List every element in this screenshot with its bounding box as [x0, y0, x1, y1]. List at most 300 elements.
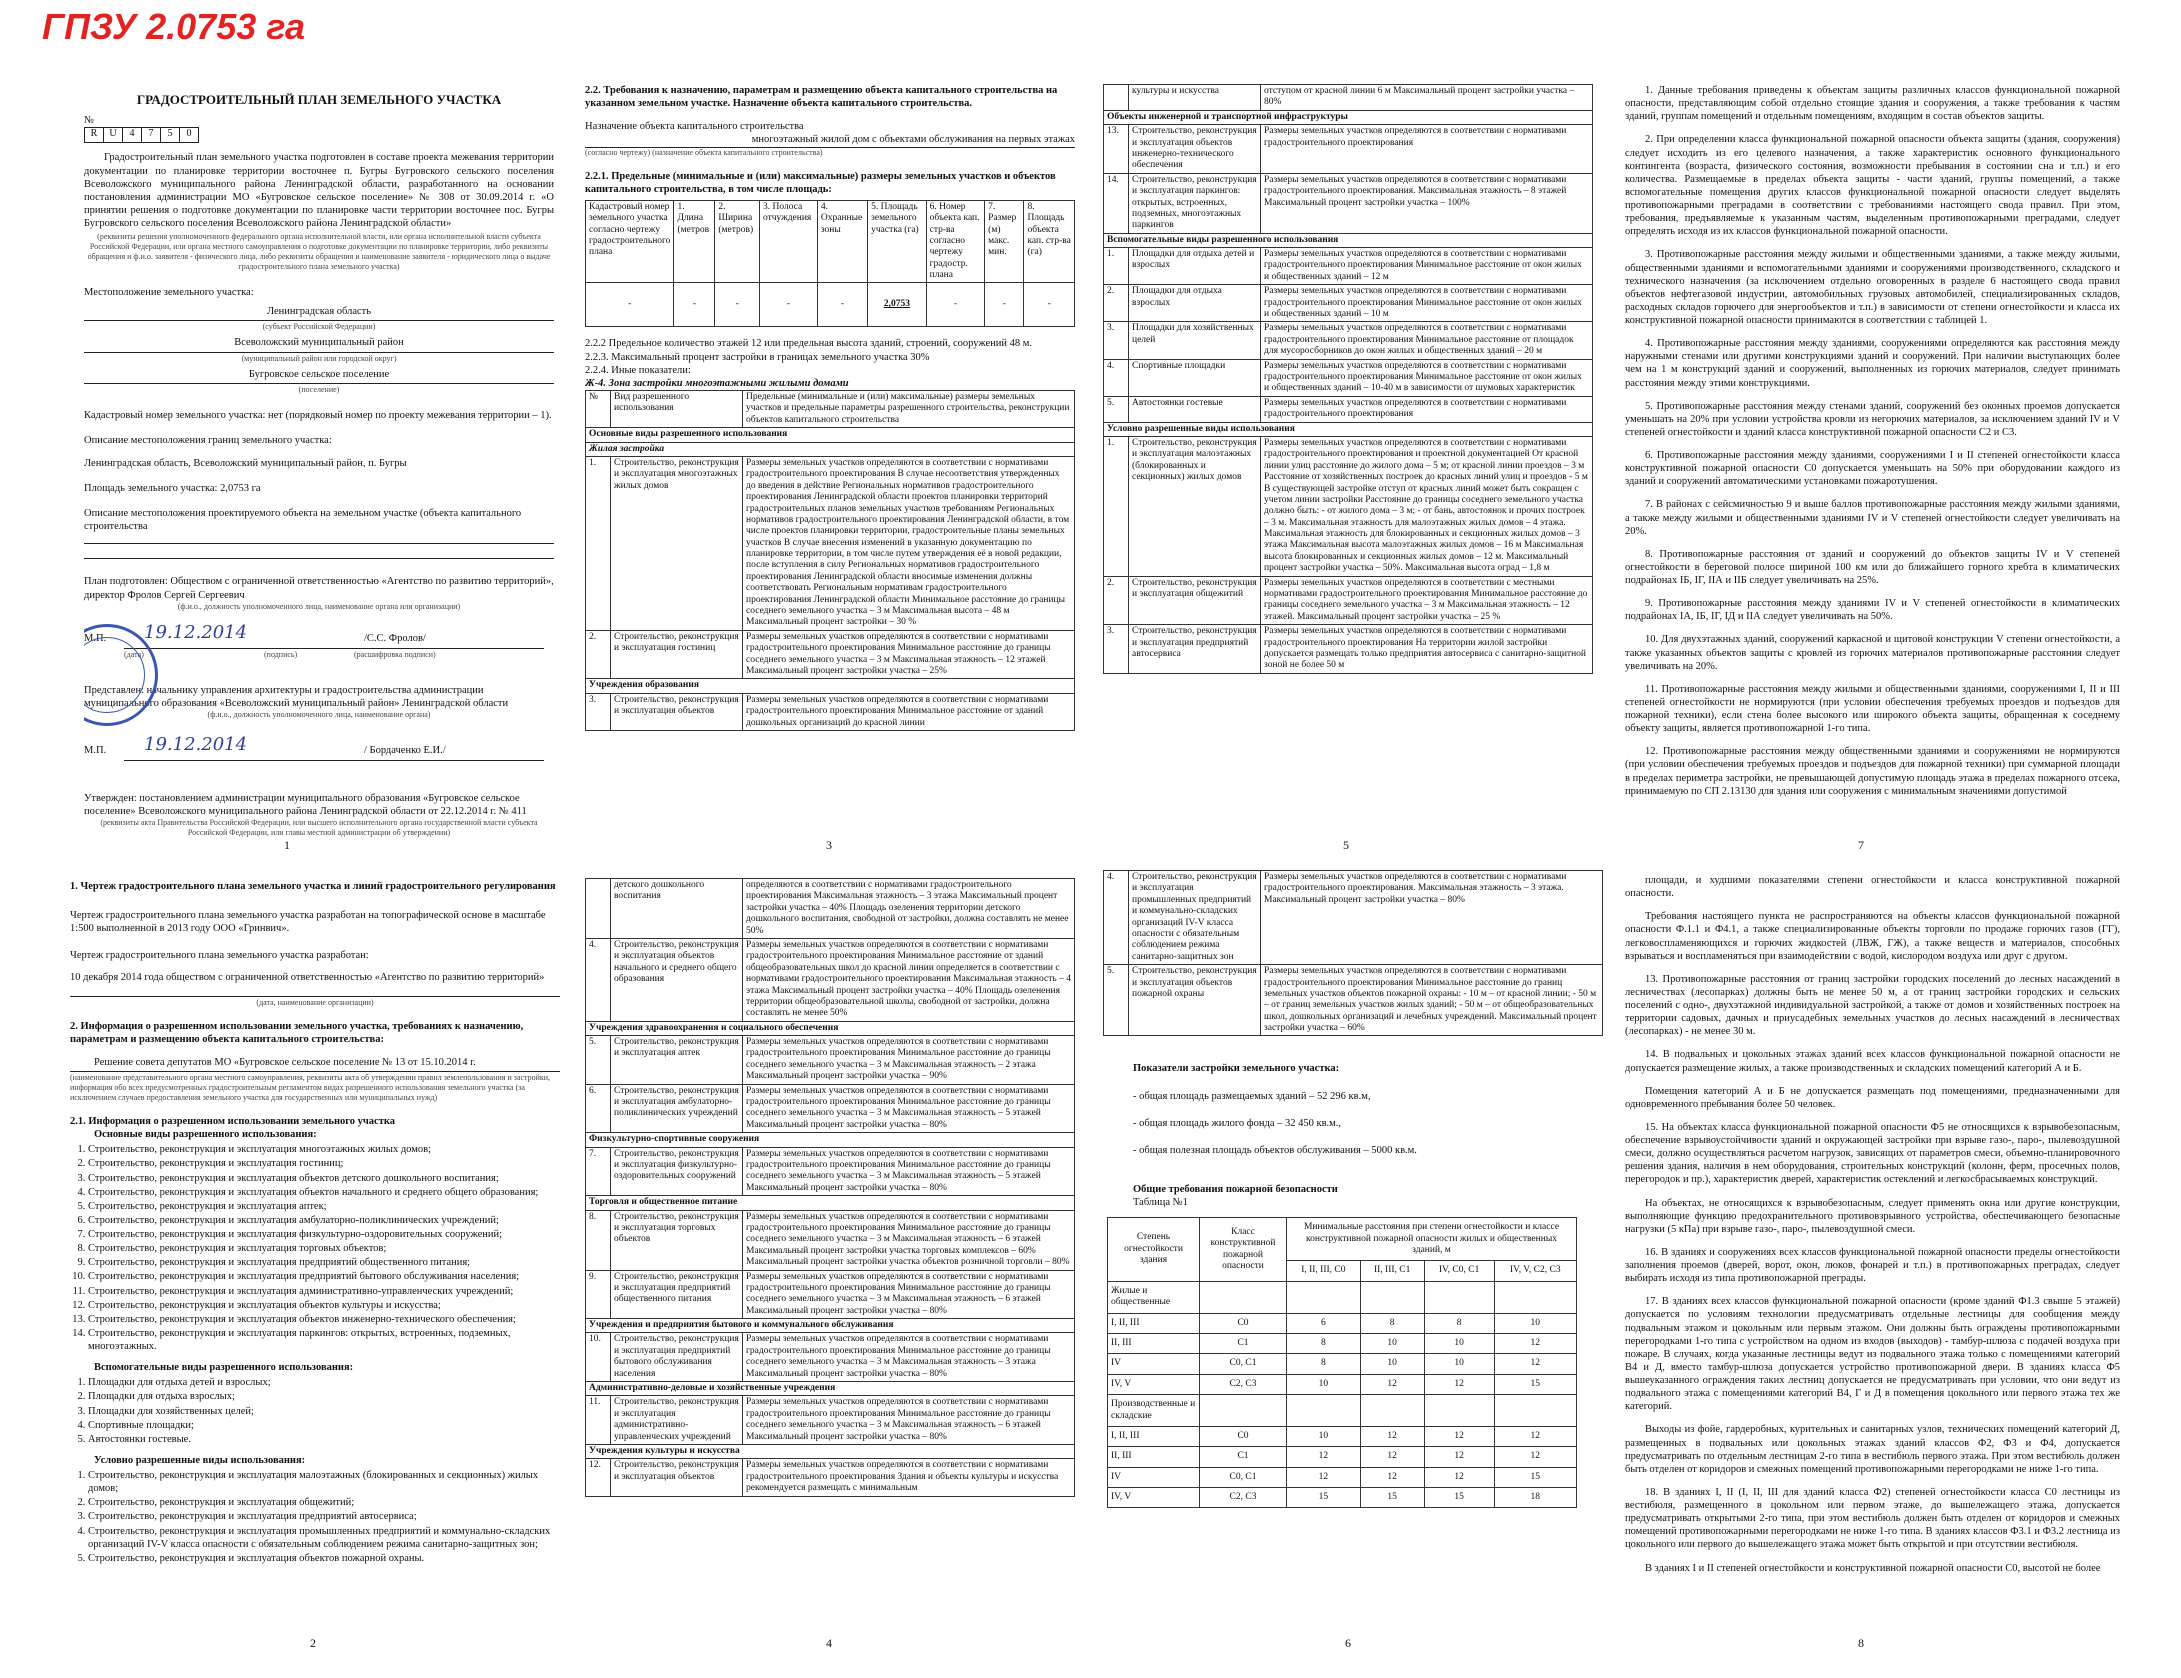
section-1-heading: 1. Чертеж градостроительного плана земельного участка и линий градостроительного регулирования: [70, 881, 556, 892]
zone-subsection-row: Торговля и общественное питание: [586, 1196, 1075, 1210]
zone-row-use: Строительство, реконструкция и эксплуатация объектов начального и среднего общего образования: [611, 938, 743, 1021]
zone-row-no: 9.: [586, 1270, 611, 1319]
paragraph: 11. Противопожарные расстояния между жилыми и общественными зданиями, сооружениями I, II и III степеней огнестойкости не нормируются (при условии обеспечения требуемых проездов и подъездов для пожарной техники), если стена более высокого или широкого объекта защиты, обращенная к соседнему объекту защиты, является противопожарной 1-го типа.: [1625, 683, 2120, 735]
fire-table-cell: 8: [1287, 1333, 1361, 1353]
fire-table-label: Таблица №1: [1133, 1197, 1188, 1209]
fire-table-cell: C2, C3: [1200, 1374, 1287, 1394]
main-uses-list: [88, 1143, 560, 1353]
dim-col-header: 1. Длина (метров: [674, 200, 715, 283]
fire-table-cell: 18: [1494, 1488, 1576, 1508]
indicator-housing-area: - общая площадь жилого фонда – 32 450 кв.м.,: [1133, 1117, 1342, 1129]
zone-col-use: Вид разрешенного использования: [611, 390, 743, 427]
zone-row-use: Строительство, реконструкция и эксплуатация малоэтажных (блокированных и секционных) жилых домов: [1129, 436, 1261, 576]
fire-table-cell: C0, C1: [1200, 1354, 1287, 1374]
zone-row-no: 3.: [586, 693, 611, 730]
paragraph: 6. Противопожарные расстояния между зданиями, сооружениями I и II степеней огнестойкости класса конструктивной пожарной опасности С0 допускается уменьшать на 50% при оборудовании каждого из зданий и сооружений автоматическими установками пожаротушения.: [1625, 450, 2120, 488]
zone-subsection-row: Административно-деловые и хозяйственные учреждения: [586, 1382, 1075, 1396]
intro-text: Градостроительный план земельного участка подготовлен в составе проекта межевания территории документации по планировке территории восточнее п. Бугры Бугровского сельского поселения Всеволожского муниципального района Ленинградской области, разработанного на основании постановления администрации МО «Бугровское сельское поселение» № 308 от 30.09.2014 г. «О принятии решения о подготовке документации по планировке части территории восточнее пос. Бугры Бугровского сельского поселения Всеволожского района Ленинградской области»: [84, 152, 554, 229]
fire-table-cell: 10: [1360, 1333, 1424, 1353]
zone-row-params: Размеры земельных участков определяются в соответствии с нормативами градостроительного проектирования Минимальное расстояние до границы соседнего земельного участка – 3 м Максимальная этажность – 3 этажа Максимальный процент застройки участка – 80%: [743, 1333, 1075, 1382]
zone-row-params: Размеры земельных участков определяются в соответствии с нормативами градостроительного проектирования В случае несоответствия утвержденных до введения в действие Региональных нормативов градостроительного проектирования Ленинградской области проектов планировки территорий градостроительных планов земельных участков требованиям Региональных нормативов градостроительного проектирования Ленинградской области, в том числе проектов планировки территории, градостроительные планы земельных участков В случае внесения изменений в указанную документацию по планировке территории, в том числе путем утверждения её в новой редакции, после вступления в силу Региональных нормативов градостроительного проектирования Ленинградской области вносимые изменения должны соответствовать Региональным нормативам градостроительного проектирования Ленинградской области Минимальное расстояние до границы соседнего земельного участка – 3 м Максимальная высота – 48 м Максимальный процент застройки – 30 %: [743, 456, 1075, 630]
zone-row-use: Площадки для хозяйственных целей: [1129, 322, 1261, 359]
zone-row-use: Строительство, реконструкция и эксплуатация аптек: [611, 1036, 743, 1085]
section-2-2-heading: 2.2. Требования к назначению, параметрам и размещению объекта капитального строительства на указанном земельном участке. Назначение объекта капитального строительства.: [585, 85, 1058, 110]
zone-row-use: Строительство, реконструкция и эксплуатация физкультурно-оздоровительных сооружений: [611, 1147, 743, 1196]
drawing-developed-note: (дата, наименование организации): [256, 997, 374, 1007]
dim-col-header: 2. Ширина (метров): [715, 200, 760, 283]
object-purpose-note: (согласно чертежу) (назначение объекта капитального строительства): [585, 147, 823, 157]
zone-row-params: определяются в соответствии с нормативами градостроительного проектирования Максимальная этажность – 3 этажа Максимальный процент застройки участка – 40% Площадь озеленения территории детского дошкольного воспитания, свободной от застройки, должна составлять не менее 50%: [743, 879, 1075, 939]
page-4: [585, 878, 1075, 1633]
page-number-8: 8: [1858, 1636, 1864, 1650]
stamp-place-label-2: М.П.: [84, 744, 107, 756]
plan-number-cell: 0: [179, 127, 199, 143]
zone-row-use: Спортивные площадки: [1129, 359, 1261, 396]
zone-row-no: 4.: [1104, 359, 1129, 396]
zone-title: Ж-4. Зона застройки многоэтажными жилыми домами: [585, 377, 849, 389]
location-region-note: (субъект Российской Федерации): [262, 322, 376, 332]
zone-row-params: Размеры земельных участков определяются в соответствии с нормативами градостроительного проектирования Минимальное расстояние до границы соседнего земельного участка – 3 м Максимальная этажность – 6 этажей Максимальный процент застройки участка торговых комплексов – 60% Максимальный процент застройки участка объектов розничной торговли – 80%: [743, 1210, 1075, 1270]
date-note: (дата): [124, 649, 144, 659]
page-6: [1103, 870, 1603, 1630]
dim-cell: -: [1024, 283, 1075, 327]
zone-row-no: 13.: [1104, 125, 1129, 174]
zone-row-use: Строительство, реконструкция и эксплуатация объектов: [611, 1459, 743, 1496]
zone-row-params: Размеры земельных участков определяются в соответствии с местными нормативами градостроительного проектирования Минимальное расстояние до границы соседнего земельного участка – 3 м Максимальная этажность – 12 этажей. Максимальный процент застройки участка – 25 %: [1261, 576, 1593, 625]
signer-name-2: / Бордаченко Е.И./: [364, 744, 446, 756]
paragraph: 18. В зданиях I, II (I, II, III для зданий класса Ф2) степеней огнестойкости класса С0 лестницы из вестибюля, размещенного в цокольном или первом этаже, до вышележащего этажа, допускается предусматривать открытыми 2-го типа, при этом вестибюль должен быть отделен от коридоров и смежных помещений противопожарными перегородками не ниже 1-го типа. В зданиях классов Ф3.1 и Ф3.2 лестница из цокольного или первого до вышележащего этажа может быть открытой и при отсутствии вестибюля.: [1625, 1486, 2120, 1551]
fire-distance-table: [1107, 1217, 1577, 1508]
zone-subsection-row: Учреждения здравоохранения и социального обеспечения: [586, 1021, 1075, 1035]
fire-table-cell: 15: [1360, 1488, 1424, 1508]
zone-row-no: 6.: [586, 1084, 611, 1133]
object-description: Описание местоположения проектируемого объекта на земельном участке (объекта капитального строительства: [84, 508, 522, 533]
page-number-1: 1: [284, 838, 290, 852]
drawing-developed-by: 10 декабря 2014 года обществом с ограниченной ответственностью «Агентство по развитию территорий»: [70, 971, 545, 983]
page-1-title: ГРАДОСТРОИТЕЛЬНЫЙ ПЛАН ЗЕМЕЛЬНОГО УЧАСТКА: [136, 92, 502, 107]
section-2-2-1-heading: 2.2.1. Предельные (минимальные и (или) максимальные) размеры земельных участков и объектов капитального строительства, в том числе площадь:: [585, 170, 1056, 195]
zone-row-params: Размеры земельных участков определяются в соответствии с нормативами градостроительного проектирования Минимальное расстояние до границы соседнего земельного участка – 3 м Максимальная этажность – 5 этажей Максимальный процент застройки участка – 80%: [743, 1147, 1075, 1196]
page-3: [585, 84, 1075, 834]
fire-table-cell: 12: [1287, 1467, 1361, 1487]
fire-subcol: IV, V, C2, C3: [1494, 1261, 1576, 1281]
drawing-info: Чертеж градостроительного плана земельного участка разработан на топографической основе в масштабе 1:500 выполненной в 2013 году ООО «Гринвич».: [70, 910, 546, 935]
list-item: 9. Строительство, реконструкция и эксплуатация предприятий общественного питания;: [88, 1256, 560, 1269]
zone-row-no: 4.: [1104, 871, 1129, 965]
dim-col-header: Кадастровый номер земельного участка согласно чертежу градостроительного плана: [586, 200, 674, 283]
zone-row-no: 11.: [586, 1396, 611, 1445]
list-item: 7. Строительство, реконструкция и эксплуатация физкультурно-оздоровительных сооружений;: [88, 1228, 560, 1241]
list-item: 4. Строительство, реконструкция и эксплуатация объектов начального и среднего общего образования;: [88, 1186, 560, 1199]
zone-row-no: 1.: [586, 456, 611, 630]
zone-row-no: 1.: [1104, 248, 1129, 285]
dim-cell-area: 2,0753: [868, 283, 927, 327]
paragraph: В зданиях I и II степеней огнестойкости и конструктивной пожарной опасности С0, высотой не более: [1645, 1562, 2101, 1574]
zone-row-no: 12.: [586, 1459, 611, 1496]
prepared-by: План подготовлен: Обществом с ограниченной ответственностью «Агентство по развитию территорий», директор Фролов Сергей Сергеевич: [84, 576, 554, 601]
boundary-value: Ленинградская область, Всеволожский муниципальный район, п. Бугры: [84, 457, 407, 469]
fire-table-cell: 12: [1494, 1354, 1576, 1374]
page-number-5: 5: [1343, 838, 1349, 852]
signature-row-2: [84, 733, 554, 772]
zone-row-use: Строительство, реконструкция и эксплуатация промышленных предприятий и коммунально-складских организаций IV-V класса опасности с обязательным соблюдением режима санитарно-защитных зон: [1129, 871, 1261, 965]
fire-table-row: [1108, 1313, 1577, 1333]
fire-table-cell: I, II, III: [1108, 1426, 1200, 1446]
fire-table-cell: C0, C1: [1200, 1467, 1287, 1487]
zone-row-no: 2.: [1104, 285, 1129, 322]
object-purpose-value: многоэтажный жилой дом с объектами обслуживания на первых этажах: [585, 133, 1075, 147]
fire-table-cell: 10: [1424, 1354, 1494, 1374]
zone-row-params: Размеры земельных участков определяются в соответствии с нормативами градостроительного проектирования Минимальное расстояние до границы соседнего земельного участка – 3 м Максимальная этажность – 6 этажей Максимальный процент застройки участка – 80%: [743, 1270, 1075, 1319]
page-number-6: 6: [1345, 1636, 1351, 1650]
list-item: 3. Строительство, реконструкция и эксплуатация объектов детского дошкольного воспитания;: [88, 1172, 560, 1185]
dim-cell: -: [759, 283, 817, 327]
dim-cell: -: [586, 283, 674, 327]
zone-subsection-row: Объекты инженерной и транспортной инфраструктуры: [1104, 110, 1593, 124]
plan-number: № R U 4 7 5 0: [84, 114, 554, 143]
fire-subcol: IV, C0, C1: [1424, 1261, 1494, 1281]
dim-cell: -: [817, 283, 867, 327]
paragraph: Выходы из фойе, гардеробных, курительных и санитарных узлов, технических помещений категорий Д, размещенных в подвальных или цокольных этажах зданий классов Ф2, Ф3 и Ф4, допускается предусматривать по отдельным лестницам 2-го типа в вестибюль первого этажа. При этом вестибюль должен быть отделен от коридоров и смежных помещений противопожарными перегородками не ниже 1-го типа.: [1625, 1424, 2120, 1475]
fire-rules-text-1: [1625, 84, 2120, 798]
zone-row-use: Строительство, реконструкция и эксплуатация предприятий автосервиса: [1129, 625, 1261, 674]
decode-note: (расшифровка подписи): [354, 649, 436, 659]
plan-number-cell: R: [84, 127, 104, 143]
boundary-label: Описание местоположения границ земельного участка:: [84, 434, 332, 446]
page-1: [84, 84, 554, 864]
location-settlement-note: (поселение): [298, 384, 340, 394]
fire-table-cell: C1: [1200, 1447, 1287, 1467]
paragraph: 13. Противопожарные расстояния от границ застройки городских поселений до лесных насаждений в лесничествах (лесопарках) должны быть не менее 50 м, а от границ застройки городских и сельских поселений с одно-, двухэтажной индивидуальной застройкой, а также от домов и хозяйственных построек на территории садовых, дачных и приусадебных земельных участков до лесных насаждений в лесничествах (лесопарках) - не менее 30 м.: [1625, 973, 2120, 1038]
zone-row-use: Строительство, реконструкция и эксплуатация общежитий: [1129, 576, 1261, 625]
fire-table-cell: 15: [1494, 1374, 1576, 1394]
paragraph: 8. Противопожарные расстояния от зданий и сооружений до объектов защиты IV и V степеней огнестойкости в береговой полосе шириной 100 км или до ближайшего горного хребта в климатических подрайонах IБ, IГ, IIА и IIБ следует увеличивать на 25%.: [1625, 548, 2120, 586]
zone-subsection-row: Учреждения культуры и искусства: [586, 1444, 1075, 1458]
zone-section-row: Условно разрешенные виды использования: [1104, 422, 1593, 436]
zone-row-params: Размеры земельных участков определяются в соответствии с нормативами градостроительного проектирования Минимальное расстояние от площадок для мусоросборников до окон жилых и общественных зданий – 20 м: [1261, 322, 1593, 359]
max-floors: 2.2.2 Предельное количество этажей 12 или предельная высота зданий, строений, сооружений 48 м.: [585, 338, 1032, 350]
zone-row-use: Строительство, реконструкция и эксплуатация предприятий бытового обслуживания населения: [611, 1333, 743, 1382]
zone-row-params: Размеры земельных участков определяются в соответствии с нормативами градостроительного проектирования Минимальное расстояние до границы соседнего земельного участка – 3 м Максимальная этажность – 5 этажей Максимальный процент застройки участка – 80%: [743, 1084, 1075, 1133]
list-item: 8. Строительство, реконструкция и эксплуатация торговых объектов;: [88, 1242, 560, 1255]
signer-name-1: /С.С. Фролов/: [364, 632, 426, 644]
zone-row-params: Размеры земельных участков определяются в соответствии с нормативами градостроительного проектирования Минимальное расстояние от окон жилых и общественных зданий – 10 м: [1261, 285, 1593, 322]
fire-table-cell: 8: [1287, 1354, 1361, 1374]
fire-table-cell: I, II, III: [1108, 1313, 1200, 1333]
zone-row-use: Площадки для отдыха детей и взрослых: [1129, 248, 1261, 285]
dimensions-table: [585, 200, 1075, 328]
fire-table-cell: C2, C3: [1200, 1488, 1287, 1508]
zone-row-use: детского дошкольного воспитания: [611, 879, 743, 939]
fire-subcol: II, III, C1: [1360, 1261, 1424, 1281]
main-uses-label: Основные виды разрешенного использования:: [94, 1129, 317, 1141]
zone-row-use: Площадки для отдыха взрослых: [1129, 285, 1261, 322]
zone-row-params: Размеры земельных участков определяются в соответствии с нормативами градостроительного проектирования Минимальное расстояние до границ земельных участков объектов пожарной охраны: - 10 м – от красной линии; - 50 м – от границ земельных участков жилых зданий; - 50 м – от общеобразовательных школ, дошкольных организаций и лечебных учреждений. Максимальный процент застройки участка – 60%: [1261, 965, 1603, 1036]
zone-row-use: Строительство, реконструкция и эксплуатация паркингов: открытых, встроенных, подземных, многоэтажных паркингов: [1129, 173, 1261, 233]
page-number-2: 2: [310, 1636, 316, 1650]
zone-row-params: Размеры земельных участков определяются в соответствии с нормативами градостроительного проектирования Минимальное расстояние до границы соседнего земельного участка – 3 м Максимальная этажность – 6 этажей Максимальный процент застройки участка – 80%: [743, 1396, 1075, 1445]
paragraph: 1. Данные требования приведены к объектам защиты различных классов функциональной пожарной опасности, представляющим собой отдельно стоящие здания и сооружения, а также требования к частям зданий, группам помещений и отдельным помещениям, входящим в состав объектов защиты.: [1625, 85, 2120, 123]
fire-table-cell: 12: [1360, 1447, 1424, 1467]
zone-row-no: 5.: [1104, 396, 1129, 422]
fire-table-cell: C0: [1200, 1313, 1287, 1333]
object-purpose-label: Назначение объекта капитального строительства: [585, 121, 804, 133]
fire-rules-text-2: [1625, 874, 2120, 1575]
section-2-1-heading: 2.1. Информация о разрешенном использовании земельного участка: [70, 1116, 396, 1127]
plan-number-cell: U: [103, 127, 123, 143]
zone-row-use: Строительство, реконструкция и эксплуатация многоэтажных жилых домов: [611, 456, 743, 630]
paragraph: 17. В зданиях всех классов функциональной пожарной опасности (кроме зданий Ф1.3 свыше 5 этажей) допускается по условиям технологии предусматривать отдельные лестницы для сообщения между подвальным этажом и цокольным или первым этажом. Они должны быть ограждены противопожарными перегородками 1-го типа с устройством на одном из входов (выходов) - тамбур-шлюза с подачей воздуха при пожаре. В случаях, когда указанные лестницы ведут из подвального этажа только с помещениями категорий В4 и Д, вместо тамбур-шлюза допускается устройство противопожарной двери. В зданиях класса Ф5 вышеуказанного ограждения таких лестниц допускается не предусматривать при условии, что они ведут из подвального этажа с помещениями категорий В4, Г и Д в помещения цокольного или первого этажа тех же категорий.: [1625, 1296, 2120, 1413]
zone-row-use: Строительство, реконструкция и эксплуатация объектов пожарной охраны: [1129, 965, 1261, 1036]
zone-row-params: Размеры земельных участков определяются в соответствии с нормативами градостроительного проектирования Минимальное расстояние от зданий общеобразовательных школ до красной линии определяется в соответствии с нормативами градостроительного проектирования Максимальная этажность – 4 этажа Максимальный процент застройки участка – 40% Площадь озеленения территории общеобразовательной школы, свободной от застройки, должна составлять не менее 50%: [743, 938, 1075, 1021]
list-item: 5. Автостоянки гостевые.: [88, 1433, 560, 1446]
fire-table-cell: C0: [1200, 1426, 1287, 1446]
fire-table-row: [1108, 1447, 1577, 1467]
approved-by: Утвержден: постановлением администрации муниципального образования «Бугровское сельское поселение» Всеволожского муниципального района Ленинградской области от 22.12.2014 г. № 411: [84, 792, 527, 817]
page-7: [1625, 84, 2120, 834]
paragraph: Требования настоящего пункта не распространяются на объекты классов функциональной пожарной опасности Ф.1.1 и Ф4.1, а также специализированные объекты торговли по продаже горючих газов (ГГ), легковоспламеняющихся и горючих жидкостей (ЛВЖ, ГЖ), а также веществ и материалов, способных взрываться и воспламеняться при взаимодействии с водой, кислородом воздуха или друг с другом.: [1625, 911, 2120, 962]
dim-col-header: 4. Охранные зоны: [817, 200, 867, 283]
fire-table-cell: 12: [1494, 1333, 1576, 1353]
land-area: Площадь земельного участка: 2,0753 га: [84, 483, 261, 494]
list-item: 1. Строительство, реконструкция и эксплуатация многоэтажных жилых домов;: [88, 1143, 560, 1156]
sign-note: (подпись): [264, 649, 298, 659]
fire-table-cell: 15: [1287, 1488, 1361, 1508]
plan-number-cell: 7: [141, 127, 161, 143]
zone-row-use: Строительство, реконструкция и эксплуатация объектов инженерно-технического обеспечения: [1129, 125, 1261, 174]
fire-table-cell: II, III: [1108, 1333, 1200, 1353]
zone-row-no: 4.: [586, 938, 611, 1021]
zone-table-part-2: [585, 878, 1075, 1497]
zone-row-params: Размеры земельных участков определяются в соответствии с нормативами градостроительного проектирования и проектной документацией От красной линии улиц расстояние до жилого дома – 5 м; от красной линии проездов – 3 м Расстояние от хозяйственных построек до красных линий улиц и проездов - 5 м В существующей застройке отступ от красных линий может быть сокращен с учетом линии застройки Расстояние до границы соседнего земельного участка должно быть: - от жилого дома – 3 м; - от бань, автостоянок и прочих построек – 3 м. Максимальная этажность для малоэтажных жилых домов – 4 этажа. Максимальная этажность для блокированных и секционных жилых домов – 3 этажа Максимальная высота малоэтажных жилых домов – 16 м Максимальная высота блокированных и секционных жилых домов – 12 м. Максимальный процент застройки участка – 50%. Максимальная высота оград – 1,8 м: [1261, 436, 1593, 576]
zone-row-use: Строительство, реконструкция и эксплуатация торговых объектов: [611, 1210, 743, 1270]
list-item: 11. Строительство, реконструкция и эксплуатация административно-управленческих учреждений;: [88, 1285, 560, 1298]
dim-col-header: 5. Площадь земельного участка (га): [868, 200, 927, 283]
fire-table-cell: II, III: [1108, 1447, 1200, 1467]
fire-table-cell: 10: [1494, 1313, 1576, 1333]
signature-date-2: 19.12.2014: [144, 733, 248, 755]
paragraph: На объектах, не относящихся к взрывобезопасным, следует применять окна или другие конструкции, выполняющие функцию предохранительного противовзрывного устройства, обеспечивающего безопасные нагрузки (5 кПа) при взрыве газо-, паро-, пылевоздушной смеси.: [1625, 1197, 2120, 1235]
paragraph: 10. Для двухэтажных зданий, сооружений каркасной и щитовой конструкции V степени огнестойкости, а также указанных объектов защиты с кровлей из горючих материалов противопожарные расстояния следует увеличивать на 20%.: [1625, 634, 2120, 672]
zone-row-params: Размеры земельных участков определяются в соответствии с нормативами градостроительного проектирования. Максимальная этажность – 8 этажей Максимальный процент застройки участка – 100%: [1261, 173, 1593, 233]
paragraph: 14. В подвальных и цокольных этажах зданий всех классов функциональной пожарной опасности не допускается размещение жилых, а также производственных и складских помещений категорий А и Б.: [1625, 1049, 2120, 1074]
list-item: 14. Строительство, реконструкция и эксплуатация паркингов: открытых, встроенных, подземных, многоэтажных.: [88, 1327, 560, 1353]
zone-row-no: 2.: [1104, 576, 1129, 625]
list-item: 4. Спортивные площадки;: [88, 1419, 560, 1432]
other-indicators: 2.2.4. Иные показатели:: [585, 364, 691, 376]
dim-cell: -: [715, 283, 760, 327]
zone-row-params: Размеры земельных участков определяются в соответствии с нормативами градостроительного проектирования Минимальное расстояние от зданий дошкольных организаций до красной линии: [743, 693, 1075, 730]
page-number-3: 3: [826, 838, 832, 852]
fire-table-row: [1108, 1467, 1577, 1487]
fire-table-cell: 8: [1360, 1313, 1424, 1333]
fire-table-cell: 15: [1494, 1467, 1576, 1487]
page-number-7: 7: [1858, 838, 1864, 852]
fire-safety-title: Общие требования пожарной безопасности: [1133, 1183, 1338, 1195]
indicators-title: Показатели застройки земельного участка:: [1133, 1063, 1340, 1075]
list-item: 2. Строительство, реконструкция и эксплуатация гостиниц;: [88, 1157, 560, 1170]
intro-note: (реквизиты решения уполномоченного федерального органа исполнительной власти, или органа исполнительной власти субъекта Российской Федерации, или органа местного самоуправления о подготовке документации по планировке территории, либо реквизиты обращения и ф.и.о. заявителя - физического лица, либо реквизиты обращения и наименование заявителя - юридического лица о выдаче градостроительного плана земельного участка): [87, 232, 551, 272]
fire-col-degree: Степень огнестойкости здания: [1108, 1218, 1200, 1282]
plan-number-cell: 5: [160, 127, 180, 143]
list-item: 6. Строительство, реконструкция и эксплуатация амбулаторно-поликлинических учреждений;: [88, 1214, 560, 1227]
paragraph: 12. Противопожарные расстояния между общественными зданиями и сооружениями не нормируются (при условии обеспечения требуемых проездов и подъездов для пожарной техники) при суммарной площади в пределах периметра застройки, не превышающей допустимую площадь этажа в пределах пожарного отсека, принимаемую по СП 2.13130 для здания или сооружения с минимальным значениями допустимой: [1625, 746, 2120, 797]
fire-table-row: [1108, 1488, 1577, 1508]
list-item: 1. Строительство, реконструкция и эксплуатация малоэтажных (блокированных и секционных) жилых домов;: [88, 1469, 560, 1495]
document-header: ГПЗУ 2.0753 га: [42, 6, 306, 47]
list-item: 12. Строительство, реконструкция и эксплуатация объектов культуры и искусства;: [88, 1299, 560, 1312]
fire-table-cell: 10: [1360, 1354, 1424, 1374]
fire-table-cell: 12: [1360, 1374, 1424, 1394]
zone-row-no: 8.: [586, 1210, 611, 1270]
plan-number-cell: 4: [122, 127, 142, 143]
fire-table-cell: 12: [1424, 1447, 1494, 1467]
zone-row-no: 1.: [1104, 436, 1129, 576]
aux-uses-label: Вспомогательные виды разрешенного использования:: [94, 1362, 354, 1374]
zone-col-params: Предельные (минимальные и (или) максимальные) размеры земельных участков и предельные параметры разрешенного строительства, реконструкции объектов капитального строительства: [743, 390, 1075, 427]
fire-table-row: [1108, 1374, 1577, 1394]
fire-table-cell: 12: [1494, 1426, 1576, 1446]
zone-subsection-row: Жилая застройка: [586, 442, 1075, 456]
zone-row-use: Строительство, реконструкция и эксплуатация административно-управленческих учреждений: [611, 1396, 743, 1445]
location-district: Всеволожский муниципальный район: [234, 337, 404, 349]
approved-by-note: (реквизиты акта Правительства Российской Федерации, или высшего исполнительного органа государственной власти субъекта Российской Федерации, или главы местной администрации об утверждении): [100, 818, 538, 838]
list-item: 4. Строительство, реконструкция и эксплуатация промышленных предприятий и коммунально-складских организаций IV-V класса опасности с обязательным соблюдением режима санитарно-защитных зон;: [88, 1525, 560, 1551]
paragraph: 16. В зданиях и сооружениях всех классов функциональной пожарной опасности пределы огнестойкости заполнения проемов (дверей, ворот, окон, люков, фонарей и т.п.) в противопожарных преградах, следует выбирать исходя из типа противопожарной преграды.: [1625, 1246, 2120, 1285]
list-item: 5. Строительство, реконструкция и эксплуатация аптек;: [88, 1200, 560, 1213]
fire-col-distances: Минимальные расстояния при степени огнестойкости и классе конструктивной пожарной опасности жилых и общественных зданий, м: [1287, 1218, 1577, 1261]
zone-col-no: №: [586, 390, 611, 427]
zone-table-part-1: [585, 390, 1075, 731]
indicator-service-area: - общая полезная площадь объектов обслуживания – 5000 кв.м.: [1133, 1144, 1417, 1156]
zone-row-no: 10.: [586, 1333, 611, 1382]
paragraph: 9. Противопожарные расстояния между зданиями IV и V степеней огнестойкости в климатических подрайонах IА, IБ, IГ, IД и IIА следует увеличивать на 50%.: [1625, 598, 2120, 623]
fire-table-cell: 12: [1424, 1467, 1494, 1487]
zone-section-row: Вспомогательные виды разрешенного использования: [1104, 233, 1593, 247]
paragraph: 4. Противопожарные расстояния между зданиями, сооружениями определяются как расстояния между наружными стенами или другими конструкциями зданий и сооружений. При наличии выступающих более чем на 1 м конструкций зданий и сооружений, выполненных из горючих материалов, следует принимать расстояния между этими конструкциями.: [1625, 338, 2120, 389]
paragraph: 5. Противопожарные расстояния между стенами зданий, сооружений без оконных проемов допускается уменьшать на 20% при условии устройства кровли из негорючих материалов, за исключением зданий IV и V степеней огнестойкости и зданий класса конструктивной пожарной опасности С2 и С3.: [1625, 400, 2120, 438]
stamp-place-label: М.П.: [84, 632, 107, 644]
zone-row-use: Строительство, реконструкция и эксплуатация объектов: [611, 693, 743, 730]
fire-group-row: Производственные и складские: [1108, 1395, 1200, 1427]
zone-row-no: 3.: [1104, 322, 1129, 359]
zone-row-params: Размеры земельных участков определяются в соответствии с нормативами градостроительного проектирования Минимальное расстояние от окон жилых и общественных зданий – 12 м: [1261, 248, 1593, 285]
list-item: 3. Строительство, реконструкция и эксплуатация предприятий автосервиса;: [88, 1510, 560, 1523]
zone-subsection-row: Учреждения и предприятия бытового и коммунального обслуживания: [586, 1319, 1075, 1333]
zone-row-no: 2.: [586, 630, 611, 679]
fire-table-cell: 12: [1424, 1374, 1494, 1394]
fire-table-cell: IV, V: [1108, 1374, 1200, 1394]
page-number-4: 4: [826, 1636, 832, 1650]
zone-row-use: Строительство, реконструкция и эксплуатация предприятий общественного питания: [611, 1270, 743, 1319]
indicator-total-area: - общая площадь размещаемых зданий – 52 296 кв.м,: [1133, 1090, 1371, 1102]
list-item: 10. Строительство, реконструкция и эксплуатация предприятий бытового обслуживания населения;: [88, 1270, 560, 1283]
fire-table-cell: C1: [1200, 1333, 1287, 1353]
location-district-note: (муниципальный район или городской округ): [241, 353, 397, 363]
zone-row-params: Размеры земельных участков определяются в соответствии с нормативами градостроительного проектирования Минимальное расстояние до границы соседнего земельного участка – 3 м Максимальная этажность – 12 этажей Максимальный процент застройки участка – 25%: [743, 630, 1075, 679]
dim-col-header: 7. Размер (м) макс. мин.: [985, 200, 1024, 283]
fire-table-cell: 10: [1287, 1426, 1361, 1446]
drawing-developed-label: Чертеж градостроительного плана земельного участка разработан:: [70, 950, 369, 962]
location-region: Ленинградская область: [266, 306, 372, 318]
zone-row-params: Размеры земельных участков определяются в соответствии с нормативами градостроительного проектирования На территории жилой застройки допускается размещать только предприятия автосервиса с санитарно-защитной зоной не более 50 м: [1261, 625, 1593, 674]
prepared-by-note: (ф.и.о., должность уполномоченного лица, наименование органа или организации): [177, 601, 461, 611]
council-decision-note: (наименование представительного органа местного самоуправления, реквизиты акта об утверждении правил землепользования и застройки, информация обо всех предусмотренных градостроительным регламентом видах разрешенного использования земельного участка (за исключением случаев предоставления земельного участка для государственных или муниципальных нужд): [70, 1073, 551, 1102]
signature-date-1: 19.12.2014: [144, 621, 248, 643]
conditional-uses-list: [88, 1469, 560, 1565]
fire-table-cell: IV: [1108, 1467, 1200, 1487]
dim-cell: -: [985, 283, 1024, 327]
zone-row-no: 14.: [1104, 173, 1129, 233]
page-8: [1625, 874, 2120, 1629]
zone-subsection-row: Физкультурно-спортивные сооружения: [586, 1133, 1075, 1147]
zone-row-params: Размеры земельных участков определяются в соответствии с нормативами градостроительного проектирования. Максимальная этажность – 3 этажа. Максимальный процент застройки участка – 80%: [1261, 871, 1603, 965]
zone-row-no: 7.: [586, 1147, 611, 1196]
location-label: Местоположение земельного участка:: [84, 287, 254, 299]
dim-cell: -: [674, 283, 715, 327]
fire-table-cell: 8: [1424, 1313, 1494, 1333]
fire-table-cell: 12: [1360, 1426, 1424, 1446]
zone-row-no: 5.: [586, 1036, 611, 1085]
fire-table-row: [1108, 1333, 1577, 1353]
fire-table-cell: 10: [1424, 1333, 1494, 1353]
list-item: 2. Площадки для отдыха взрослых;: [88, 1390, 560, 1403]
dim-col-header: 6. Номер объекта кап. стр-ва согласно чертежу градостр. плана: [926, 200, 985, 283]
paragraph: 2. При определении класса функциональной пожарной опасности объекта защиты (здания, сооружения) следует исходить из его целевого назначения, а также характеристик основного функционального контингента (возраста, физического состояния, возможности пребывания в состоянии сна и т.п.) и его количества. Размещаемые в пределах объекта защиты - части зданий, группы помещений, а также вспомогательные помещения других классов функциональной пожарной опасности следует выделять противопожарными преградами в соответствии с требованиями настоящего свода правил. При этом, требования, предъявляемые к указанным частям, выделенным противопожарными преградами, следует определять исходя из их классов функциональной пожарной опасности.: [1625, 134, 2120, 238]
fire-table-cell: IV: [1108, 1354, 1200, 1374]
max-build-percent: 2.2.3. Максимальный процент застройки в границах земельного участка 30%: [585, 351, 930, 363]
zone-row-params: Размеры земельных участков определяются в соответствии с нормативами градостроительного проектирования Здания и объекты культуры и искусства рекомендуется размещать с минимальным: [743, 1459, 1075, 1496]
signature-row-1: [84, 621, 554, 659]
zone-row-params: Размеры земельных участков определяются в соответствии с нормативами градостроительного проектирования Минимальное расстояние от окон жилых и общественных зданий – 10-40 м в зависимости от шумовых характеристик: [1261, 359, 1593, 396]
zone-section-row: Основные виды разрешенного использования: [586, 428, 1075, 442]
paragraph: 3. Противопожарные расстояния между жилыми и общественными зданиями, а также между жилыми, общественными зданиями и вспомогательными зданиями и сооружениями производственного, складского и технического назначения (за исключением отдельно оговоренных в разделе 6 настоящего свода правил объектов нефтегазовой индустрии, автомобильных грузовых автомобилей, специализированных складов, расходных складов горючего для энергообъектов и т.п.) в зависимости от степени огнестойкости и класса их конструктивной пожарной опасности принимаются в соответствии с таблицей 1.: [1625, 249, 2120, 326]
paragraph: 15. На объектах класса функциональной пожарной опасности Ф5 не относящихся к взрывобезопасным, обеспечение взрывоустойчивости зданий и окружающей застройки при взрыве газо-, паро-, пылевоздушной смеси, должно осуществляться расчетом нагрузок, зависящих от параметров смеси, объемно-планировочного решения здания, наличия в нем оборудования, строительных конструкций (колонн, ферм, просечных полов, перегородок и пр.), характеристик дверей, характеристик остеклений и легкосбрасываемых конструкций.: [1625, 1121, 2120, 1186]
fire-table-cell: 12: [1287, 1447, 1361, 1467]
page-5: [1103, 84, 1593, 834]
paragraph: Помещения категорий А и Б не допускается размещать под помещениями, предназначенными для одновременного пребывания более 50 человек.: [1625, 1085, 2120, 1110]
dim-col-header: 8. Площадь объекта кап. стр-ва (га): [1024, 200, 1075, 283]
fire-group-row: Жилые и общественные: [1108, 1281, 1200, 1313]
fire-table-cell: IV, V: [1108, 1488, 1200, 1508]
zone-subsection-row: Учреждения образования: [586, 679, 1075, 693]
zone-row-no: 3.: [1104, 625, 1129, 674]
dim-cell: -: [926, 283, 985, 327]
fire-subcol: I, II, III, C0: [1287, 1261, 1361, 1281]
cadastral-number: Кадастровый номер земельного участка: нет (порядковый номер по проекту межевания территории – 1).: [84, 409, 552, 421]
zone-row-use: культуры и искусства: [1129, 85, 1261, 111]
fire-col-class: Класс конструктивной пожарной опасности: [1200, 1218, 1287, 1282]
zone-row-params: отступом от красной линии 6 м Максимальный процент застройки участка – 80%: [1261, 85, 1593, 111]
zone-table-part-4: [1103, 870, 1603, 1036]
zone-table-part-3: [1103, 84, 1593, 674]
fire-table-cell: 15: [1424, 1488, 1494, 1508]
submitted-to-note: (ф.и.о., должность уполномоченного лица, наименование органа): [207, 709, 431, 719]
location-settlement: Бугровское сельское поселение: [248, 368, 390, 380]
list-item: 3. Площадки для хозяйственных целей;: [88, 1405, 560, 1418]
fire-table-row: [1108, 1354, 1577, 1374]
list-item: 13. Строительство, реконструкция и эксплуатация объектов инженерно-технического обеспечения;: [88, 1313, 560, 1326]
aux-uses-list: [88, 1376, 560, 1446]
zone-row-use: Строительство, реконструкция и эксплуатация амбулаторно-поликлинических учреждений: [611, 1084, 743, 1133]
fire-table-cell: 12: [1494, 1447, 1576, 1467]
fire-table-cell: 10: [1287, 1374, 1361, 1394]
page-2: [70, 880, 560, 1600]
paragraph: 7. В районах с сейсмичностью 9 и выше баллов противопожарные расстояния между жилыми зданиями, а также между жилыми и общественными зданиями IV и V степеней огнестойкости следует увеличивать на 20%.: [1625, 499, 2120, 537]
council-decision: Решение совета депутатов МО «Бугровское сельское поселение № 13 от 15.10.2014 г.: [94, 1056, 476, 1068]
fire-table-cell: 12: [1360, 1467, 1424, 1487]
section-2-heading: 2. Информация о разрешенном использовании земельного участка, требованиях к назначению, параметрам и размещению объекта капитального строительства:: [70, 1020, 524, 1045]
